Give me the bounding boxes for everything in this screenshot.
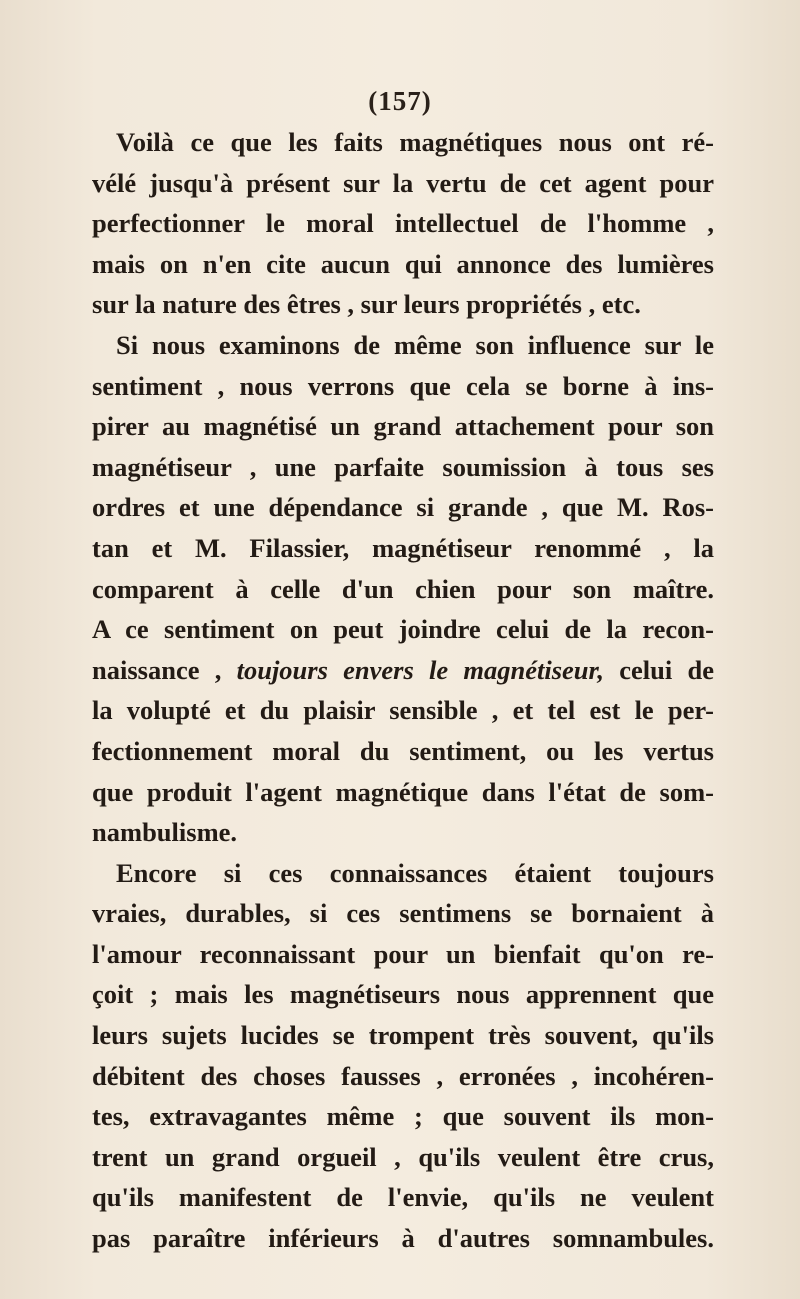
text-line: mais on n'en cite aucun qui annonce des lumières bbox=[92, 248, 714, 279]
text-line: leurs sujets lucides se trompent très souvent, qu'ils bbox=[92, 1020, 714, 1051]
text-line: sentiment , nous verrons que cela se borne à ins- bbox=[92, 370, 714, 401]
text-line: Encore si ces connaissances étaient toujours bbox=[116, 857, 714, 888]
italic-phrase: toujours envers le magnétiseur, bbox=[236, 654, 605, 685]
text-line-with-italic bbox=[92, 650, 714, 691]
text-line: nambulisme. bbox=[92, 817, 238, 848]
text-line: sur la nature des êtres , sur leurs propriétés , etc. bbox=[92, 289, 641, 320]
text-line: débitent des choses fausses , erronées , incohéren- bbox=[92, 1060, 714, 1091]
text-line: Voilà ce que les faits magnétiques nous ont ré- bbox=[116, 127, 714, 157]
text-line: que produit l'agent magnétique dans l'état de som- bbox=[92, 776, 714, 807]
text-line: trent un grand orgueil , qu'ils veulent être crus, bbox=[92, 1141, 714, 1172]
text-line: vélé jusqu'à présent sur la vertu de cet agent pour bbox=[92, 167, 714, 198]
text-line: qu'ils manifestent de l'envie, qu'ils ne veulent bbox=[92, 1182, 714, 1213]
page-number: (157) bbox=[368, 86, 432, 116]
text-line: tan et M. Filassier, magnétiseur renommé , la bbox=[92, 532, 714, 563]
text-line: A ce sentiment on peut joindre celui de la recon- bbox=[92, 614, 714, 645]
text-line: perfectionner le moral intellectuel de l'homme , bbox=[92, 208, 714, 239]
text-line: vraies, durables, si ces sentimens se bornaient à bbox=[92, 898, 714, 929]
text-line: Si nous examinons de même son influence sur le bbox=[116, 329, 714, 360]
text-line: tes, extravagantes même ; que souvent ils mon- bbox=[92, 1101, 714, 1132]
text-line: fectionnement moral du sentiment, ou les vertus bbox=[92, 735, 714, 766]
text-line: magnétiseur , une parfaite soumission à tous ses bbox=[92, 451, 714, 482]
body-text bbox=[92, 122, 714, 1259]
text-segment: naissance , bbox=[92, 654, 237, 685]
text-line: l'amour reconnaissant pour un bienfait qu'on re- bbox=[92, 938, 714, 969]
text-segment: celui de bbox=[604, 654, 714, 685]
text-line: pirer au magnétisé un grand attachement pour son bbox=[92, 411, 714, 442]
text-line: comparent à celle d'un chien pour son maître. bbox=[92, 573, 714, 604]
text-line: ordres et une dépendance si grande , que M. Ros- bbox=[92, 492, 714, 523]
text-line: la volupté et du plaisir sensible , et tel est le per- bbox=[92, 695, 714, 726]
text-line: çoit ; mais les magnétiseurs nous apprennent que bbox=[92, 979, 714, 1010]
text-line: pas paraître inférieurs à d'autres somnambules. bbox=[92, 1223, 714, 1254]
